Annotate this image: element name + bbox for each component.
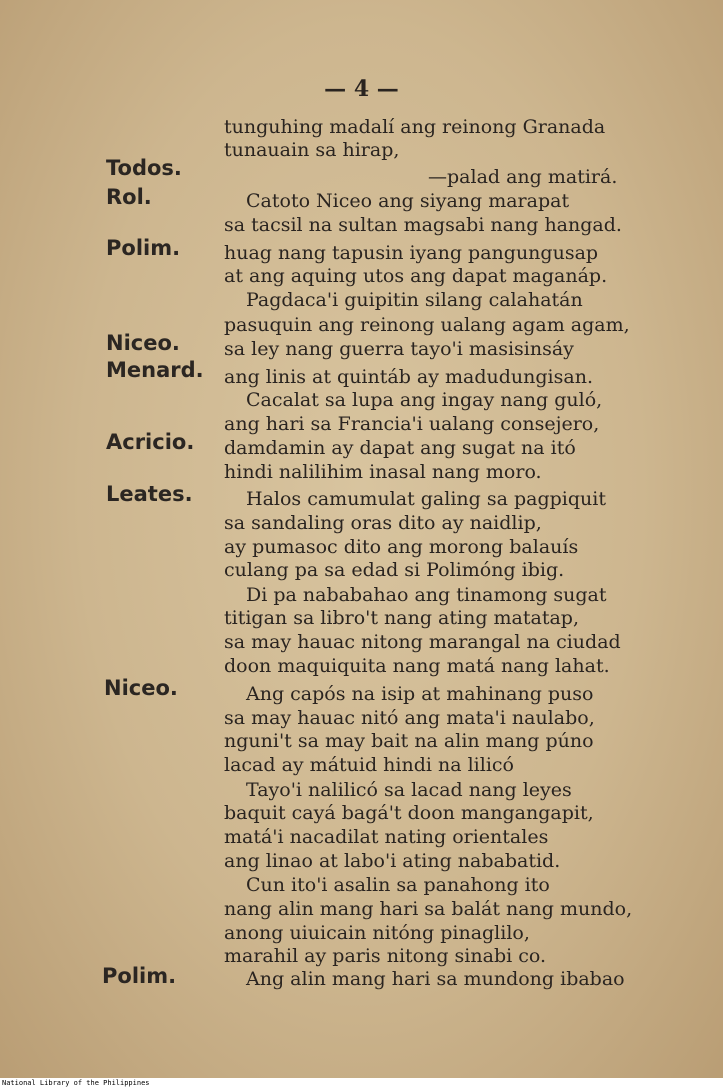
verse-line: huag nang tapusin iyang pangungusap [224, 242, 599, 264]
verse-line: Tayo'i nalilicó sa lacad nang leyes [246, 779, 572, 801]
verse-line: Halos camumulat galing sa pagpiquit [246, 488, 606, 510]
verse-line: baquit cayá bagá't doon mangangapit, [224, 802, 594, 824]
verse-line: sa tacsil na sultan magsabi nang hangad. [224, 214, 622, 236]
verse-line: sa sandaling oras dito ay naidlip, [224, 512, 542, 534]
verse-line: Pagdaca'i guipitin silang calahatán [246, 289, 583, 311]
speaker-polim-2: Polim. [102, 964, 177, 988]
verse-line: ang hari sa Francia'i ualang consejero, [224, 413, 600, 435]
verse-line: Di pa nababahao ang tinamong sugat [246, 584, 607, 606]
verse-line: Cun ito'i asalin sa panahong ito [246, 874, 550, 896]
verse-line: —palad ang matirá. [428, 166, 618, 188]
verse-line: sa may hauac nitong marangal na ciudad [224, 631, 621, 653]
speaker-acricio: Acricio. [106, 430, 195, 454]
speaker-todos: Todos. [106, 156, 182, 180]
verse-line: ang linao at labo'i ating nababatid. [224, 850, 561, 872]
verse-line: pasuquin ang reinong ualang agam agam, [224, 314, 630, 336]
verse-line: lacad ay mátuid hindi na lilicó [224, 754, 514, 776]
verse-line: Catoto Niceo ang siyang marapat [246, 190, 570, 212]
page-number: — 4 — [324, 76, 399, 102]
verse-line: anong uiuicain nitóng pinaglilo, [224, 922, 530, 944]
speaker-menard: Menard. [106, 358, 204, 382]
verse-line: damdamin ay dapat ang sugat na itó [224, 437, 576, 459]
verse-line: nguni't sa may bait na alin mang púno [224, 730, 594, 752]
verse-line: tunguhing madalí ang reinong Granada [224, 116, 606, 138]
verse-line: sa may hauac nitó ang mata'i naulabo, [224, 707, 595, 729]
verse-line: tunauain sa hirap, [224, 139, 400, 161]
verse-line: sa ley nang guerra tayo'i masisinsáy [224, 338, 574, 360]
verse-line: at ang aquing utos ang dapat maganáp. [224, 265, 608, 287]
speaker-niceo-2: Niceo. [104, 676, 178, 700]
library-footer: National Library of the Philippines [0, 1078, 723, 1088]
verse-line: titigan sa libro't nang ating matatap, [224, 607, 579, 629]
verse-line: doon maquiquita nang matá nang lahat. [224, 655, 610, 677]
verse-line: matá'i nacadilat nating orientales [224, 826, 549, 848]
speaker-leates: Leates. [106, 482, 193, 506]
verse-line: hindi nalilihim inasal nang moro. [224, 461, 542, 483]
speaker-polim: Polim. [106, 236, 181, 260]
verse-line: ang linis at quintáb ay madudungisan. [224, 366, 593, 388]
verse-line: Ang alin mang hari sa mundong ibabao [246, 968, 625, 990]
verse-line: culang pa sa edad si Polimóng ibig. [224, 559, 565, 581]
verse-line: Ang capós na isip at mahinang puso [246, 683, 594, 705]
verse-line: nang alin mang hari sa balát nang mundo, [224, 898, 633, 920]
verse-line: ay pumasoc dito ang morong balauís [224, 536, 579, 558]
verse-line: marahil ay paris nitong sinabi co. [224, 945, 547, 967]
verse-line: Cacalat sa lupa ang ingay nang guló, [246, 389, 603, 411]
speaker-rol: Rol. [106, 185, 152, 209]
speaker-niceo: Niceo. [106, 331, 180, 355]
